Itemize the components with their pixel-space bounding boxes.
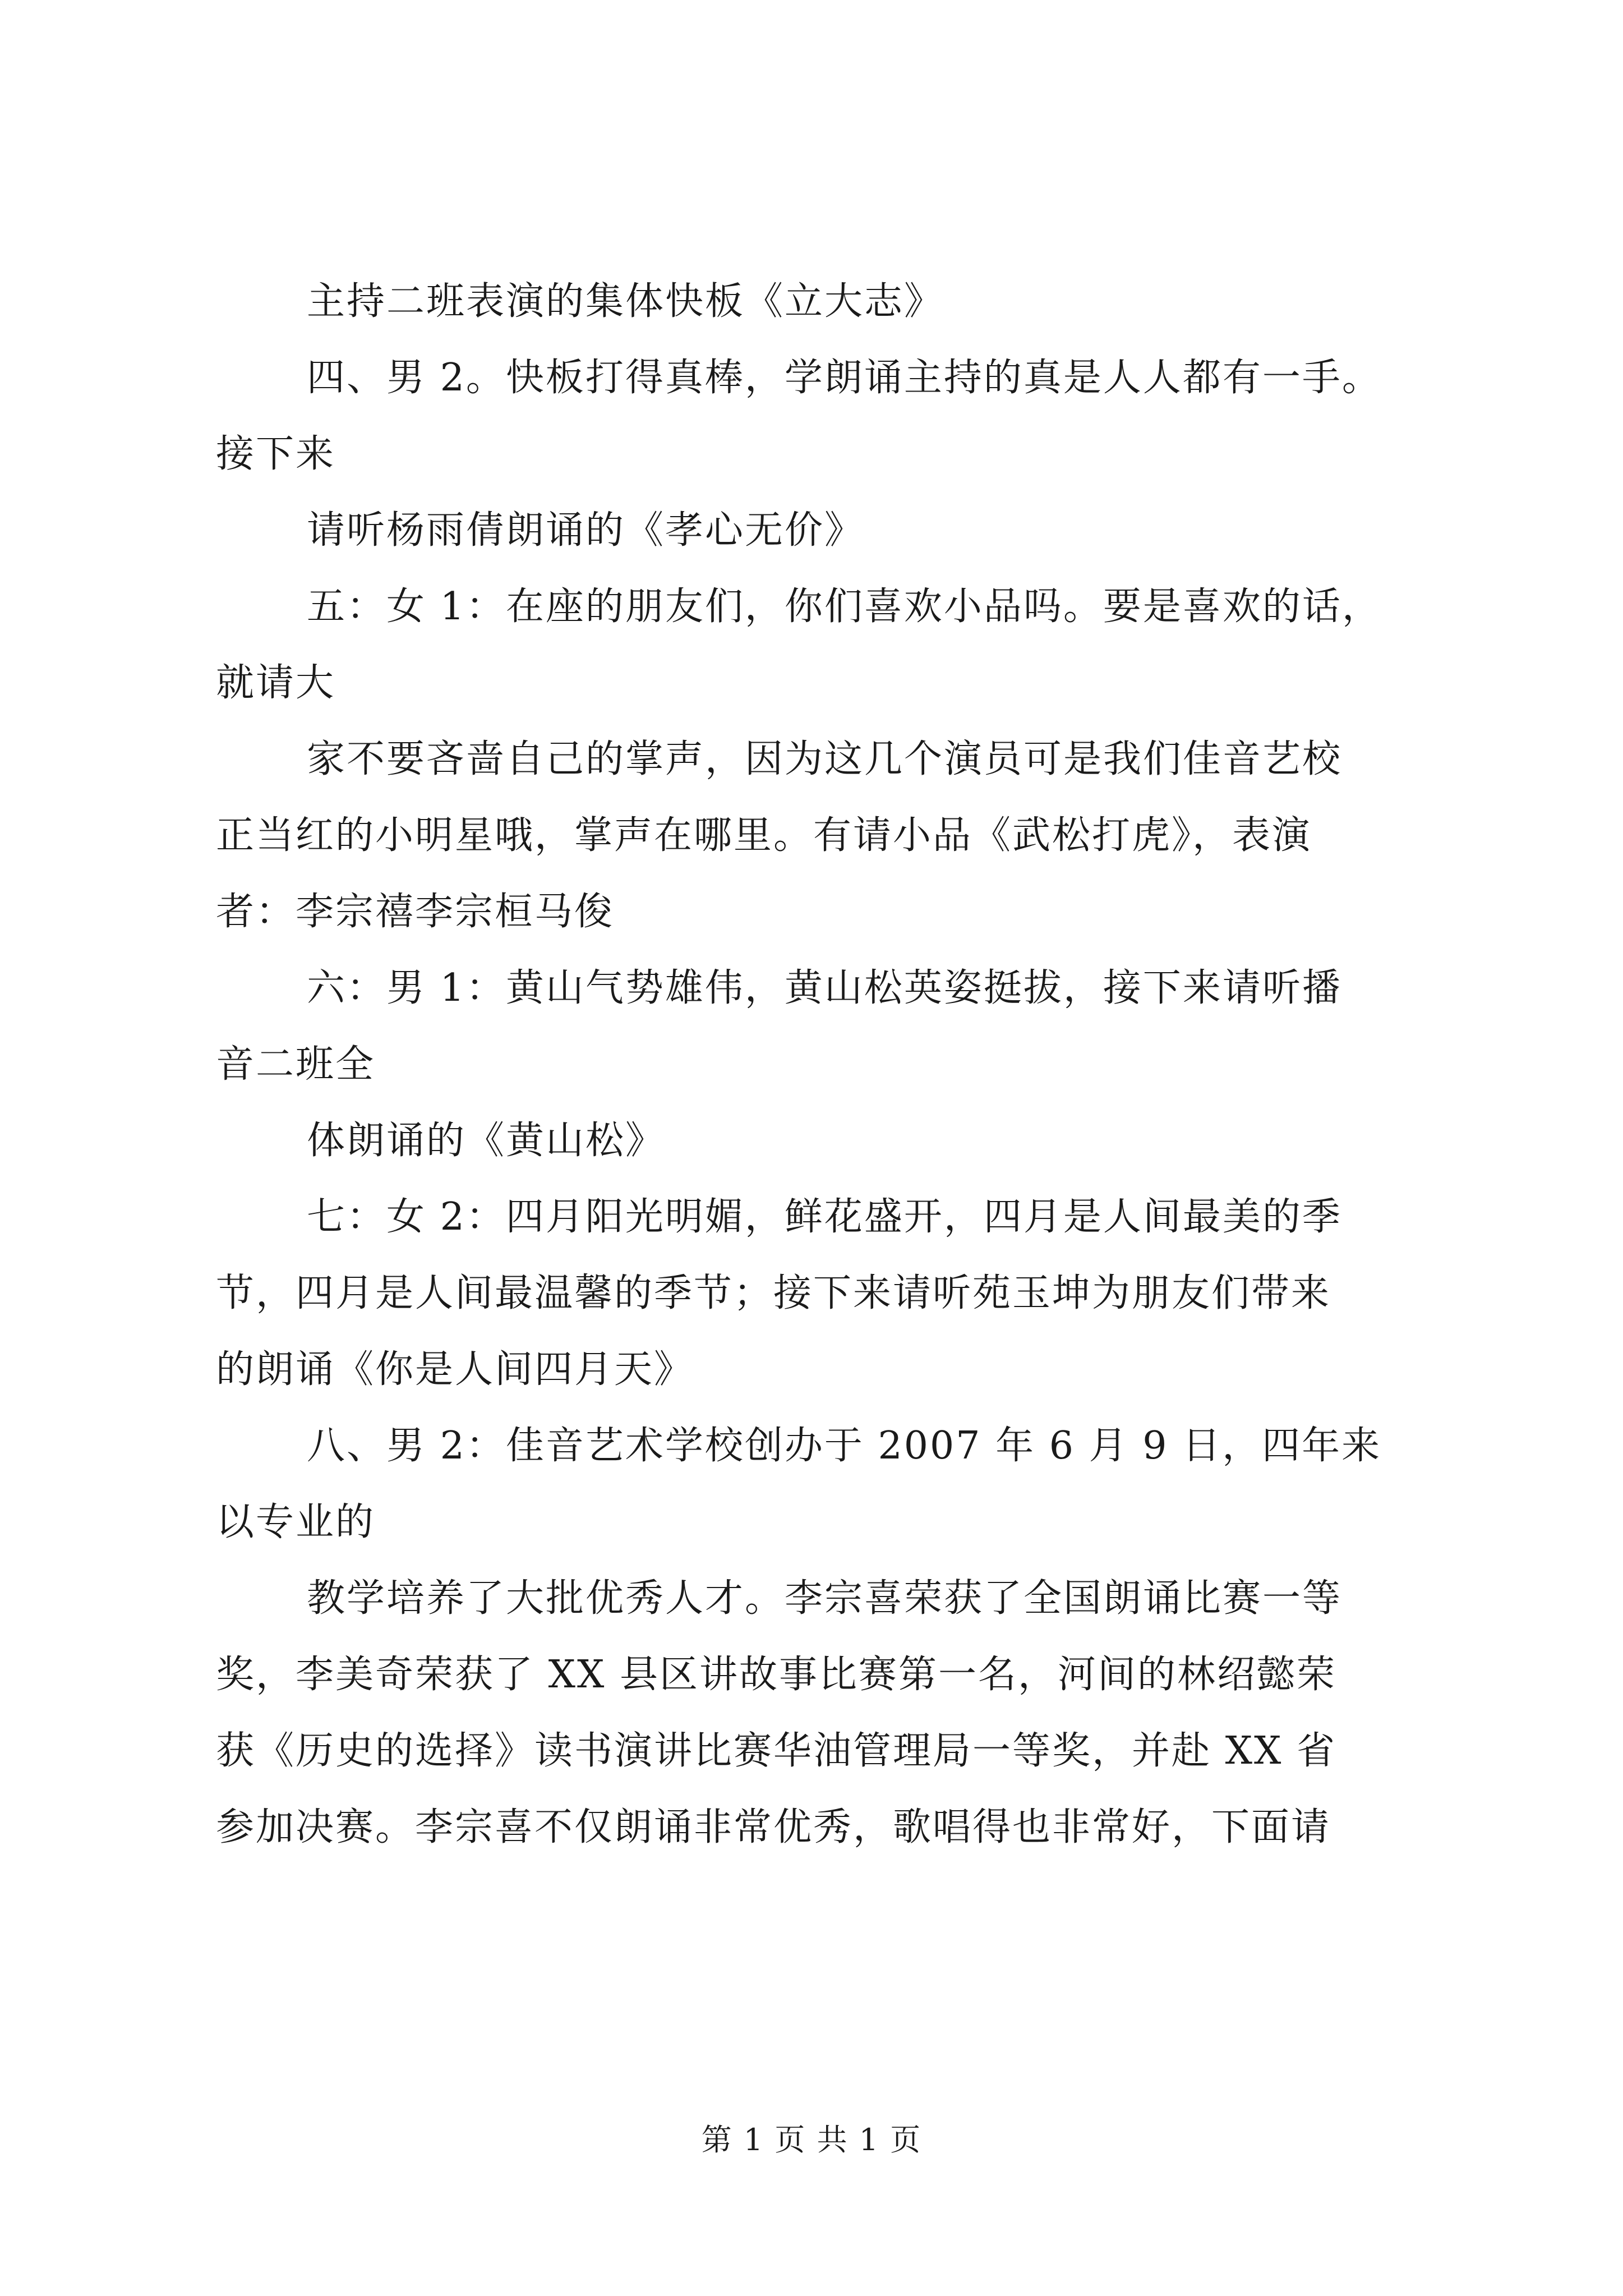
paragraph-line: 就请大 <box>216 661 336 705</box>
paragraph-line: 获《历史的选择》读书演讲比赛华油管理局一等奖，并赴 XX 省 <box>216 1729 1337 1773</box>
paragraph-line: 正当红的小明星哦，掌声在哪里。有请小品《武松打虎》，表演 <box>216 813 1312 858</box>
paragraph-line: 六：男 1：黄山气势雄伟，黄山松英姿挺拔，接下来请听播 <box>307 966 1342 1010</box>
paragraph-line: 以专业的 <box>216 1500 376 1544</box>
paragraph-line: 五：女 1：在座的朋友们，你们喜欢小品吗。要是喜欢的话， <box>307 585 1382 629</box>
paragraph-line: 七：女 2：四月阳光明媚，鲜花盛开，四月是人间最美的季 <box>307 1195 1342 1239</box>
paragraph-line: 节，四月是人间最温馨的季节；接下来请听苑玉坤为朋友们带来 <box>216 1271 1331 1315</box>
document-body <box>216 264 1422 1866</box>
page-number-footer: 第 1 页 共 1 页 <box>701 2122 922 2157</box>
paragraph-line: 教学培养了大批优秀人才。李宗喜荣获了全国朗诵比赛一等 <box>307 1576 1343 1621</box>
paragraph-line: 四、男 2。快板打得真棒，学朗诵主持的真是人人都有一手。 <box>307 356 1382 400</box>
paragraph-line: 音二班全 <box>216 1042 376 1087</box>
paragraph-line: 的朗诵《你是人间四月天》 <box>216 1347 694 1392</box>
paragraph-line: 者：李宗禧李宗桓马俊 <box>216 890 615 934</box>
paragraph-line: 参加决赛。李宗喜不仅朗诵非常优秀，歌唱得也非常好，下面请 <box>216 1805 1331 1849</box>
paragraph-line: 体朗诵的《黄山松》 <box>307 1119 666 1163</box>
paragraph-line: 八、男 2：佳音艺术学校创办于 2007 年 6 月 9 日，四年来 <box>307 1424 1382 1468</box>
paragraph-line: 主持二班表演的集体快板《立大志》 <box>307 279 944 324</box>
paragraph-line: 奖，李美奇荣获了 XX 县区讲故事比赛第一名，河间的林绍懿荣 <box>216 1653 1337 1697</box>
paragraph-line: 请听杨雨倩朗诵的《孝心无价》 <box>307 508 865 553</box>
paragraph-line: 家不要吝啬自己的掌声，因为这几个演员可是我们佳音艺校 <box>307 737 1343 781</box>
paragraph-line: 接下来 <box>216 432 336 476</box>
